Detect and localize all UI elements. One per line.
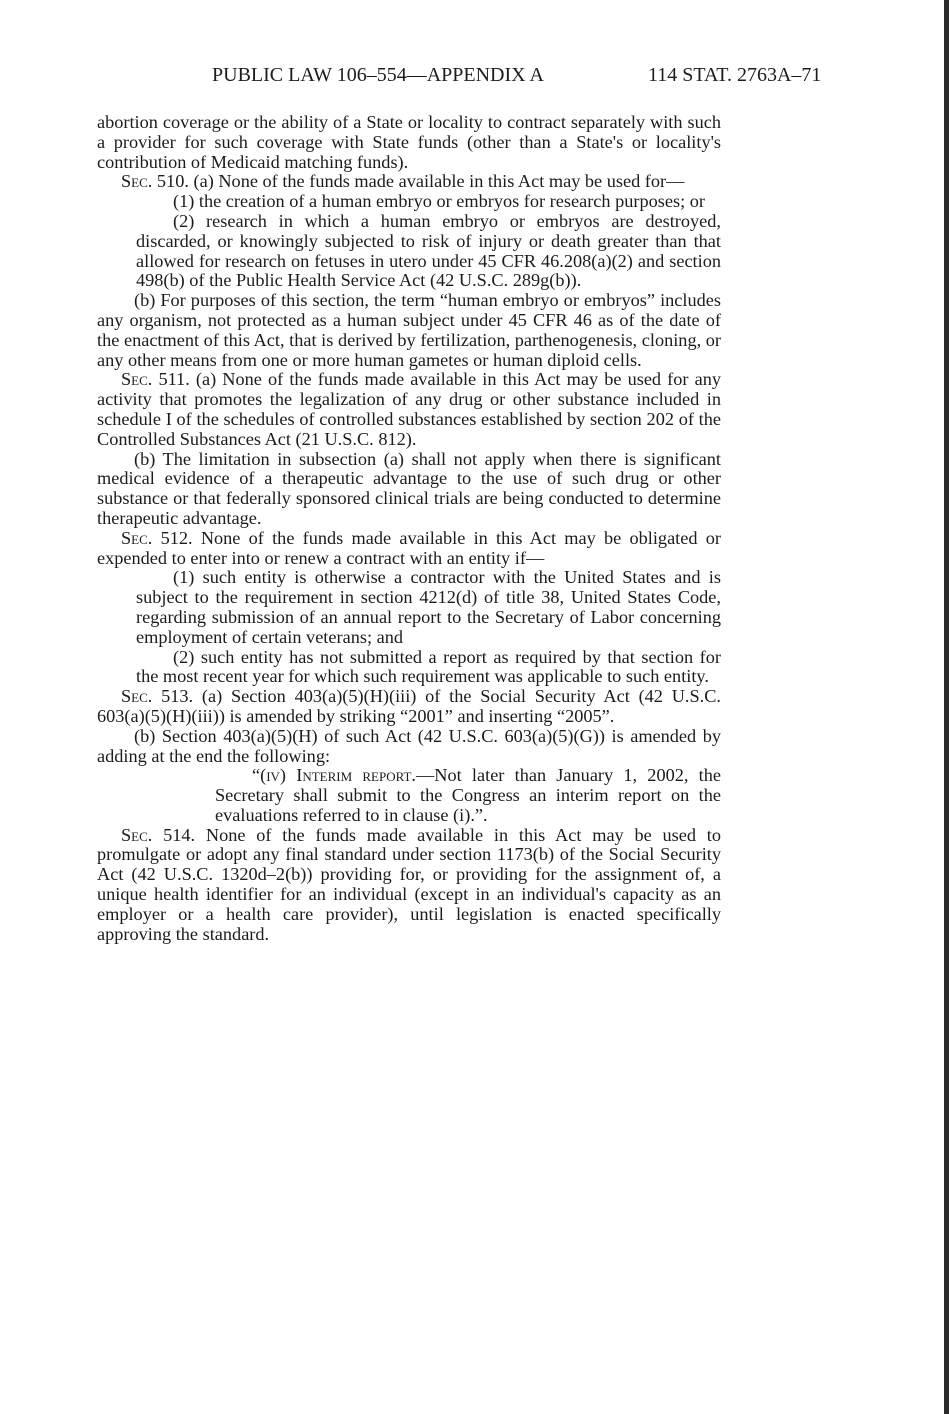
scan-page-edge <box>944 0 949 1414</box>
section-label: Sec. 510. <box>121 171 189 192</box>
paragraph-continuation: abortion coverage or the ability of a State or locality to contract separately with such a provider for such coverage with State funds (other than a State's or locality's contribution of Medicaid matching funds). <box>97 112 721 172</box>
section-513-b: (b) Section 403(a)(5)(H) of such Act (42 U.S.C. 603(a)(5)(G)) is amended by adding at the end the following: <box>97 725 721 766</box>
section-510-a-2: (2) research in which a human embryo or embryos are destroyed, discarded, or knowingly subjected to risk of injury or death greater than that allowed for research on fetuses in utero under 45 CFR 46.208(a)(2) and section 498(b) of the Public Health Service Act (42 U.S.C. 289g(b)). <box>136 210 721 291</box>
section-label: Sec. 514. <box>121 824 196 845</box>
section-510-b: (b) For purposes of this section, the term “human embryo or embryos” includes any organism, not protected as a human subject under 45 CFR 46 as of the date of the enactment of this Act, that is derived by fertilization, parthenogenesis, cloning, or any other means from one or more human gametes or human diploid cells. <box>97 290 721 370</box>
section-512-1: (1) such entity is otherwise a contractor with the United States and is subject to the requirement in section 4212(d) of title 38, United States Code, regarding submission of an annual report to the Secretary of Labor concerning employment of certain veterans; and <box>136 567 721 647</box>
section-514: Sec. 514. None of the funds made available in this Act may be used to promulgate or adopt any final standard under section 1173(b) of the Social Security Act (42 U.S.C. 1320d–2(b)) providing for, or providing for the assignment of, a unique health identifier for an individual (except in an individual's capacity as an employer or a health care provider), until legislation is enacted specifically approving the standard. <box>97 824 721 944</box>
section-512: Sec. 512. None of the funds made available in this Act may be obligated or expended to enter into or renew a contract with an entity if— <box>97 527 721 568</box>
section-510-a: Sec. 510. (a) None of the funds made available in this Act may be used for— <box>121 171 685 192</box>
section-label: Sec. 511. <box>121 369 190 390</box>
section-511-a: Sec. 511. (a) None of the funds made available in this Act may be used for any activity that promotes the legalization of any drug or other substance included in schedule I of the schedules of controlled substances established by section 202 of the Controlled Substances Act (21 U.S.C. 812). <box>97 369 722 449</box>
page-header <box>212 62 872 88</box>
section-511-b: (b) The limitation in subsection (a) shall not apply when there is significant medical evidence of a therapeutic advantage to the use of such drug or other substance or that federally sponsored clinical trials are being conducted to determine therapeutic advantage. <box>97 448 721 528</box>
page-reference: 114 STAT. 2763A–71 <box>648 64 822 86</box>
section-label: Sec. 513. <box>121 686 194 707</box>
section-label: Sec. 512. <box>121 527 193 548</box>
section-513-quoted-text: “(iv) Interim report.—Not later than January 1, 2002, the Secretary shall submit to the Congress an interim report on the evaluations referred to in clause (i).”. <box>215 765 721 825</box>
document-body <box>97 113 721 944</box>
section-512-2: (2) such entity has not submitted a report as required by that section for the most recent year for which such requirement was applicable to such entity. <box>136 646 721 687</box>
section-513-a: Sec. 513. (a) Section 403(a)(5)(H)(iii) of the Social Security Act (42 U.S.C. 603(a)(5)(H)(iii)) is amended by striking “2001” and inserting “2005”. <box>97 686 721 726</box>
section-510-a-1: (1) the creation of a human embryo or embryos for research purposes; or <box>173 191 705 212</box>
running-title: PUBLIC LAW 106–554—APPENDIX A <box>212 64 544 86</box>
quote-heading: “(iv) Interim report. <box>252 765 416 786</box>
